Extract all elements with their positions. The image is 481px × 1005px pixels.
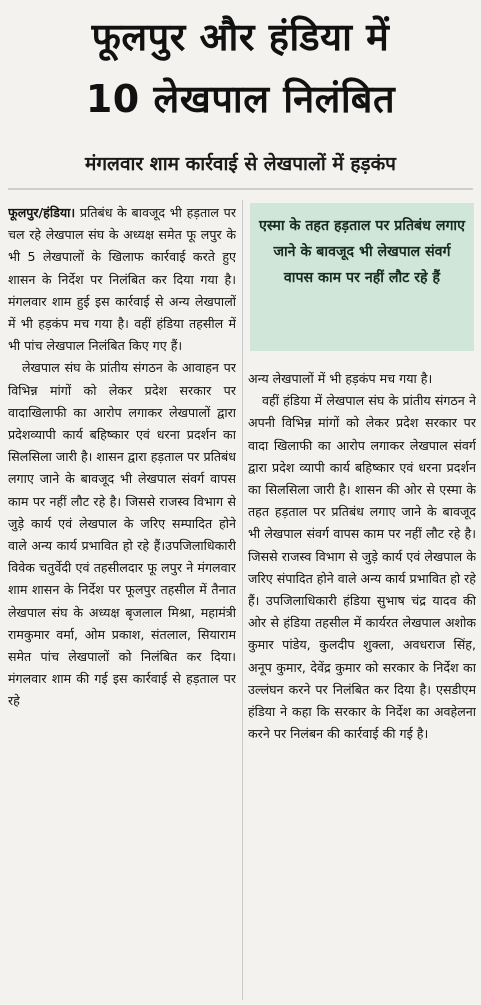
left-paragraph-2: लेखपाल संघ के प्रांतीय संगठन के आवाहन पर विभिन्न मांगों को लेकर प्रदेश सरकार पर वादाखिलाफी का आरोप लगाकर लेखपालों द्वारा प्रदेशव्यापी कार्य बहिष्कार एवं धरना प्रदर्शन का सिलसिला जारी है। शासन द्वारा हड़ताल पर प्रतिबंध लगाए जाने के बावजूद भी लेखपाल संवर्ग वापस काम पर नहीं लौट रहे है। जिससे राजस्व विभाग से जुड़े कार्य एवं लेखपाल के जरिए सम्पादित होने वाले अन्य कार्य प्रभावित हो रहे हैं।उपजिलाधिकारी विवेक चतुर्वेदी एवं तहसीलदार फू लपुर ने मंगलवार शाम शासन के निर्देश पर फूलपुर तहसील में तैनात लेखपाल संघ के अध्यक्ष बृजलाल मिश्रा, महामंत्री रामकुमार वर्मा, ओम प्रकाश, संतलाल, सियाराम समेत पांच लेखपालों को निलंबित कर दिया। मंगलवार शाम की गई इस कार्रवाई से हड़ताल पर रहे (8, 360, 236, 709)
left-paragraph-1-text: प्रतिबंध के बावजूद भी हड़ताल पर चल रहे लेखपाल संघ के अध्यक्ष समेत फू लपुर के भी 5 लेखपालों के खिलाफ कार्रवाई करते हुए शासन के निर्देश पर निलंबित कर दिया गया है। मंगलवार शाम हुई इस कार्रवाई से अन्य लेखपालों में भी हड़कंप मच गया है। वहीं हंडिया तहसील में भी पांच लेखपाल निलंबित किए गए हैं। (8, 205, 236, 354)
article-right-column (248, 368, 476, 998)
article-left-column (8, 202, 236, 997)
right-paragraph-2: वहीं हंडिया में लेखपाल संघ के प्रांतीय संगठन ने अपनी विभिन्न मांगों को लेकर प्रदेश सरकार पर वादा खिलाफी का आरोप लगाकर लेखपाल संवर्ग द्वारा प्रदेश व्यापी कार्य बहिष्कार एवं धरना प्रदर्शन का सिलसिला जारी है। शासन की ओर से एस्मा के तहत हड़ताल पर प्रतिबंध लगाए जाने के बावजूद भी लेखपाल संवर्ग वापस काम पर नहीं लौट रहे है। जिससे राजस्व विभाग से जुड़े कार्य एवं लेखपाल के जरिए संपादित होने वाले अन्य कार्य प्रभावित हो रहे हैं। उपजिलाधिकारी हंडिया सुभाष चंद्र यादव की ओर से हंडिया तहसील में कार्यरत लेखपाल अशोक कुमार पांडेय, कुलदीप शुक्ला, अवधराज सिंह, अनूप कुमार, देवेंद्र कुमार को सरकार के निर्देश का उल्लंघन करने पर निलंबित कर दिया है। एसडीएम हंडिया ने कहा कि सरकार के निर्देश का अवहेलना करने पर निलंबन की कार्रवाई की गई है। (248, 393, 476, 742)
headline-line-1: फूलपुर और हंडिया में (91, 15, 390, 59)
headline-line-2: 10 लेखपाल निलंबित (85, 77, 396, 121)
subheadline: मंगलवार शाम कार्रवाई से लेखपालों में हड़कंप (85, 153, 396, 175)
headline (0, 6, 481, 130)
column-divider (242, 200, 243, 1000)
left-paragraph-1 (8, 202, 236, 357)
subhead-rule (8, 188, 473, 190)
pull-quote-box: एस्मा के तहत हड़ताल पर प्रतिबंध लगाए जाने के बावजूद भी लेखपाल संवर्ग वापस काम पर नहीं लौट रहे हैं (250, 203, 474, 351)
right-paragraph-1: अन्य लेखपालों में भी हड़कंप मच गया है। (248, 371, 433, 386)
dateline: फूलपुर/हंडिया। (8, 205, 76, 220)
